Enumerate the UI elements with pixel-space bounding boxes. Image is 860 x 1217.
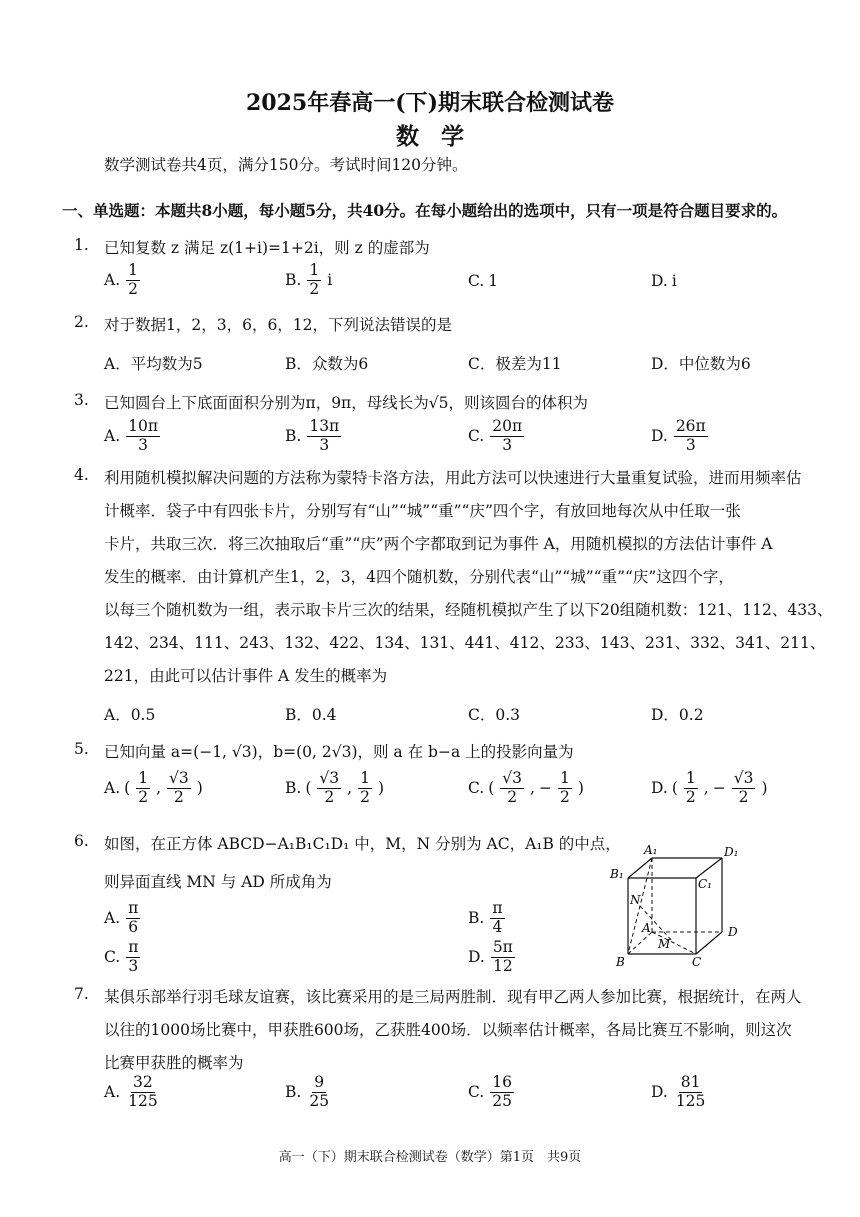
option-c[interactable] <box>468 418 526 455</box>
option-label: D. <box>651 272 668 290</box>
denominator: 3 <box>319 435 330 454</box>
option-label: B. <box>468 909 485 928</box>
question-number: 4. <box>74 466 89 484</box>
edge <box>696 858 722 878</box>
option-label: D. <box>651 1083 668 1102</box>
numerator: √3 <box>319 769 340 787</box>
question-number: 2. <box>74 313 89 331</box>
question-stem: 已知复数 z 满足 z(1+i)=1+2i，则 z 的虚部为 <box>104 239 430 257</box>
edge <box>696 932 722 954</box>
question-line: 比赛甲获胜的概率为 <box>104 1054 244 1072</box>
label-n: N <box>630 893 641 907</box>
option-b[interactable] <box>468 900 507 937</box>
question-line: 某俱乐部举行羽毛球友谊赛，该比赛采用的是三局两胜制．现有甲乙两人参加比赛，根据统计，在两人 <box>104 988 802 1006</box>
numerator: 1 <box>138 769 149 787</box>
fraction <box>684 770 698 807</box>
option-c[interactable] <box>104 939 142 976</box>
option-a[interactable]: A．0.5 <box>104 706 156 724</box>
denominator: 2 <box>324 787 335 806</box>
numerator: 1 <box>360 769 370 787</box>
question-number: 3. <box>74 391 89 409</box>
exam-intro: 数学测试卷共4页，满分150分。考试时间120分钟。 <box>104 156 468 174</box>
option-d[interactable]: D．0.2 <box>651 706 704 724</box>
paren-open: ( <box>488 779 495 798</box>
numerator: 1 <box>128 261 138 279</box>
option-value: 1 <box>488 272 499 290</box>
label-a1: A₁ <box>644 843 658 857</box>
option-b[interactable] <box>285 262 332 299</box>
denominator: 2 <box>128 279 138 298</box>
denominator: 25 <box>492 1091 512 1110</box>
option-b[interactable]: B. ( $\frac{√3}{2}$ , $\frac{1}{2}$ ) <box>285 769 385 806</box>
option-label: A. <box>104 1083 121 1102</box>
denominator: 2 <box>360 787 370 806</box>
paren-open: ( <box>671 779 678 798</box>
option-b[interactable] <box>285 418 343 455</box>
question-stem: 已知向量 a=(−1, √3)，b=(0, 2√3)，则 a 在 b−a 上的投影向量为 <box>104 743 574 761</box>
paren-close: ) <box>196 779 203 798</box>
label-a: A <box>642 921 651 935</box>
paren-close: ) <box>377 779 385 798</box>
option-label: A. <box>104 909 121 928</box>
fraction <box>490 900 504 937</box>
imaginary-unit: i <box>327 271 333 290</box>
numerator: π <box>492 899 503 917</box>
denominator: 3 <box>138 435 149 454</box>
paren-open: ( <box>124 779 131 798</box>
section-heading: 一、单选题：本题共8小题，每小题5分，共40分。在每小题给出的选项中，只有一项是符合题目要求的。 <box>62 201 788 220</box>
option-label: C. <box>468 427 485 446</box>
option-d[interactable] <box>651 418 710 455</box>
option-a[interactable]: A．平均数为5 <box>104 355 203 373</box>
minus-sign: − <box>538 779 552 798</box>
option-a[interactable] <box>104 262 142 299</box>
option-b[interactable]: B．众数为6 <box>285 355 369 373</box>
option-label: A. <box>104 427 121 446</box>
cube-figure <box>600 838 770 970</box>
fraction <box>491 939 515 976</box>
numerator: 81 <box>680 1073 701 1091</box>
denominator: 2 <box>173 787 184 806</box>
option-c[interactable] <box>468 1074 516 1111</box>
numerator: 1 <box>685 769 696 787</box>
fraction <box>358 770 372 807</box>
numerator: π <box>128 899 139 917</box>
numerator: √3 <box>169 769 189 787</box>
hidden-edge <box>628 932 652 954</box>
label-d: D <box>728 925 738 939</box>
option-a[interactable] <box>104 418 162 455</box>
option-b[interactable] <box>285 1074 333 1111</box>
question-number: 7. <box>74 985 89 1003</box>
fraction <box>307 1074 331 1111</box>
numerator: 1 <box>559 769 570 787</box>
denominator: 12 <box>492 956 513 975</box>
label-d1: D₁ <box>724 845 739 859</box>
denominator: 6 <box>128 917 139 936</box>
option-label: B. <box>285 427 302 446</box>
fraction <box>307 418 341 455</box>
option-label: D. <box>651 779 668 798</box>
fraction <box>558 770 572 807</box>
numerator: 5π <box>492 938 513 956</box>
option-c[interactable] <box>468 272 498 290</box>
fraction <box>126 939 140 976</box>
denominator: 3 <box>502 435 513 454</box>
denominator: 3 <box>685 435 696 454</box>
subject-title: 数学 <box>396 123 486 150</box>
option-a[interactable] <box>104 900 142 937</box>
fraction <box>126 1074 160 1111</box>
option-label: A. <box>104 779 121 798</box>
denominator: 125 <box>675 1091 706 1110</box>
option-d[interactable] <box>651 272 677 290</box>
question-line: 卡片，共取三次．将三次抽取后“重”“庆”两个字都取到记为事件 A，用随机模拟的方法估计事件 A <box>104 535 773 553</box>
fraction <box>317 770 341 807</box>
label-b1: B₁ <box>610 867 624 881</box>
option-d[interactable] <box>468 939 517 976</box>
option-label: B. <box>285 271 302 290</box>
question-stem: 则异面直线 MN 与 AD 所成角为 <box>104 873 332 891</box>
fraction <box>126 262 140 299</box>
option-c[interactable]: C. ( $\frac{√3}{2}$ , − $\frac{1}{2}$ ) <box>468 769 584 806</box>
question-line: 142、234、111、243、132、422、134、131、441、412、233、143、231、332、341、211、 <box>104 634 826 652</box>
paren-close: ) <box>761 779 768 798</box>
question-line: 计概率．袋子中有四张卡片，分别写有“山”“城”“重”“庆”四个字，有放回地每次从中任取一张 <box>104 502 741 520</box>
numerator: √3 <box>733 769 754 787</box>
denominator: 2 <box>309 279 320 298</box>
question-stem: 如图，在正方体 ABCD−A₁B₁C₁D₁ 中，M，N 分别为 AC，A₁B 的中点， <box>104 835 621 853</box>
label-b: B <box>616 955 625 969</box>
option-b[interactable]: B．0.4 <box>285 706 337 724</box>
fraction <box>126 418 160 455</box>
option-d[interactable]: D. ( $\frac{1}{2}$ , − $\frac{√3}{2}$ ) <box>651 769 768 806</box>
denominator: 2 <box>559 787 570 806</box>
denominator: 2 <box>685 787 696 806</box>
question-number: 6. <box>74 832 89 850</box>
label-c1: C₁ <box>698 877 712 891</box>
question-line: 利用随机模拟解决问题的方法称为蒙特卡洛方法，用此方法可以快速进行大量重复试验，进而用频率估 <box>104 469 802 487</box>
option-label: B. <box>285 1083 302 1102</box>
question-number: 5. <box>74 740 89 758</box>
option-c[interactable]: C．0.3 <box>468 706 521 724</box>
minus-sign: − <box>712 779 726 798</box>
option-label: A. <box>104 271 121 290</box>
option-label: C. <box>468 272 485 290</box>
option-label: B. <box>285 779 302 798</box>
paren-close: ) <box>577 779 584 798</box>
numerator: 10π <box>128 417 159 435</box>
question-line: 以往的1000场比赛中，甲获胜600场，乙获胜400场．以频率估计概率，各局比赛互不影响，则这次 <box>104 1021 792 1039</box>
question-line: 以每三个随机数为一组，表示取卡片三次的结果，经随机模拟产生了以下20组随机数：121、112、433、 <box>104 601 833 619</box>
fraction <box>674 418 708 455</box>
fraction <box>490 418 524 455</box>
question-line: 发生的概率．由计算机产生1，2，3，4四个随机数，分别代表“山”“城”“重”“庆”这四个字， <box>104 568 734 586</box>
fraction <box>126 900 140 937</box>
fraction <box>307 262 321 299</box>
fraction <box>674 1074 708 1111</box>
numerator: 32 <box>133 1073 153 1091</box>
denominator: 2 <box>507 787 518 806</box>
option-label: C. <box>104 948 121 967</box>
edge <box>628 858 652 878</box>
denominator: 4 <box>492 917 503 936</box>
option-value: i <box>671 272 677 290</box>
option-label: D. <box>651 427 668 446</box>
question-stem: 已知圆台上下底面面积分别为π，9π，母线长为√5，则该圆台的体积为 <box>104 394 588 412</box>
option-d[interactable] <box>651 1074 709 1111</box>
option-a[interactable]: A. ( $\frac{1}{2}$ , $\frac{√3}{2}$ ) <box>104 769 203 806</box>
numerator: 26π <box>675 417 706 435</box>
fraction <box>167 770 191 807</box>
fraction <box>136 770 150 807</box>
option-label: D. <box>468 948 485 967</box>
paren-open: ( <box>305 779 312 798</box>
option-a[interactable] <box>104 1074 162 1111</box>
numerator: 9 <box>314 1073 325 1091</box>
denominator: 125 <box>128 1091 158 1110</box>
numerator: π <box>128 938 139 956</box>
denominator: 2 <box>138 787 149 806</box>
label-c: C <box>692 955 702 969</box>
page-footer: 高一（下）期末联合检测试卷（数学）第1页 共9页 <box>278 1150 582 1165</box>
option-label: C. <box>468 779 485 798</box>
option-c[interactable]: C．极差为11 <box>468 355 562 373</box>
denominator: 2 <box>738 787 749 806</box>
question-stem: 对于数据1，2，3，6，6，12，下列说法错误的是 <box>104 316 453 334</box>
numerator: 16 <box>492 1073 512 1091</box>
numerator: 20π <box>492 417 523 435</box>
fraction <box>500 770 524 807</box>
exam-title: 2025年春高一(下)期末联合检测试卷 <box>245 90 615 116</box>
fraction <box>732 770 756 807</box>
fraction <box>490 1074 514 1111</box>
label-m: M <box>658 937 671 951</box>
option-d[interactable]: D．中位数为6 <box>651 355 751 373</box>
numerator: 13π <box>309 417 340 435</box>
question-number: 1. <box>74 236 89 254</box>
option-label: C. <box>468 1083 485 1102</box>
question-line: 221，由此可以估计事件 A 发生的概率为 <box>104 667 388 685</box>
denominator: 25 <box>309 1091 330 1110</box>
denominator: 3 <box>128 956 139 975</box>
numerator: 1 <box>309 261 320 279</box>
numerator: √3 <box>502 769 523 787</box>
